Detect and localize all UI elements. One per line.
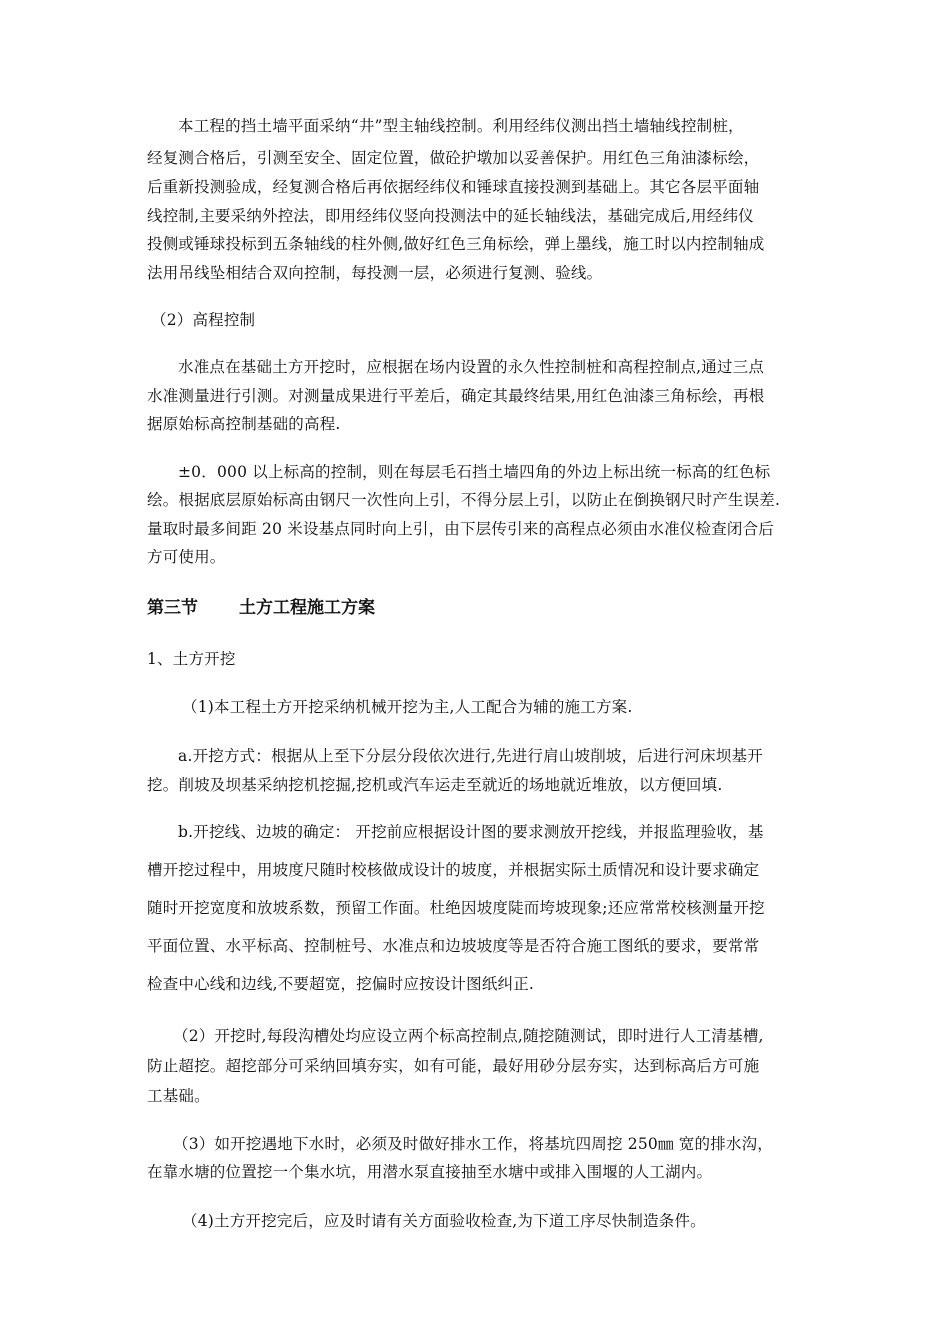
subheading: 1、土方开挖 xyxy=(147,650,236,668)
text-line: 后重新投测验成，经复测合格后再依据经纬仪和锤球直接投测到基础上。其它各层平面轴 xyxy=(147,178,760,196)
section-title: 土方工程施工方案 xyxy=(239,598,375,618)
text-line: 平面位置、水平标高、控制桩号、水准点和边坡坡度等是否符合施工图纸的要求，要常常 xyxy=(147,937,760,955)
text-line: 水准点在基础土方开挖时，应根据在场内设置的永久性控制桩和高程控制点,通过三点 xyxy=(178,358,765,376)
text-line: 方可使用。 xyxy=(147,548,226,566)
text-line: 本工程的挡土墙平面采纳“井”型主轴线控制。利用经纬仪测出挡土墙轴线控制桩， xyxy=(178,117,744,135)
text-line: 线控制,主要采纳外控法，即用经纬仪竖向投测法中的延长轴线法，基础完成后,用经纬仪 xyxy=(147,207,754,225)
text-line: （3）如开挖遇地下水时，必须及时做好排水工作，将基坑四周挖 250㎜ 宽的排水沟， xyxy=(173,1135,774,1153)
text-line: b.开挖线、边坡的确定： 开挖前应根据设计图的要求测放开挖线，并报监理验收，基 xyxy=(178,823,764,841)
text-line: 在靠水塘的位置挖一个集水坑，用潜水泵直接抽至水塘中或排入围堰的人工湖内。 xyxy=(147,1163,713,1181)
text-line: （2）开挖时,每段沟槽处均应设立两个标高控制点,随挖随测试，即时进行人工清基槽, xyxy=(173,1027,764,1045)
subheading: （2）高程控制 xyxy=(151,311,256,329)
text-line: 检查中心线和边线,不要超宽，挖偏时应按设计图纸纠正. xyxy=(147,975,535,993)
text-line: （4)土方开挖完后，应及时请有关方面验收检查,为下道工序尽快制造条件。 xyxy=(182,1212,706,1230)
text-line: a.开挖方式：根据从上至下分层分段依次进行,先进行肩山坡削坡，后进行河床坝基开 xyxy=(178,747,763,765)
text-line: ±0．000 以上标高的控制，则在每层毛石挡土墙四角的外边上标出统一标高的红色标 xyxy=(178,463,771,481)
text-line: 据原始标高控制基础的高程. xyxy=(147,415,341,433)
text-line: 防止超挖。超挖部分可采纳回填夯实，如有可能，最好用砂分层夯实，达到标高后方可施 xyxy=(147,1057,760,1075)
text-line: 绘。根据底层原始标高由钢尺一次性向上引，不得分层上引，以防止在倒换钢尺时产生误差. xyxy=(147,491,781,509)
text-line: 量取时最多间距 20 米设基点同时向上引，由下层传引来的高程点必须由水准仪检查闭合后 xyxy=(147,520,774,538)
text-line: 投侧或锤球投标到五条轴线的柱外侧,做好红色三角标绘，弹上墨线，施工时以内控制轴成 xyxy=(147,235,765,253)
text-line: （1)本工程土方开挖采纳机械开挖为主,人工配合为辅的施工方案. xyxy=(182,698,633,716)
section-number: 第三节 xyxy=(147,598,198,618)
text-line: 工基础。 xyxy=(147,1087,210,1105)
text-line: 法用吊线坠相结合双向控制，每投测一层，必须进行复测、验线。 xyxy=(147,264,603,282)
text-line: 挖。削坡及坝基采纳挖机挖掘,挖机或汽车运走至就近的场地就近堆放，以方便回填. xyxy=(147,776,723,794)
text-line: 水准测量进行引测。对测量成果进行平差后，确定其最终结果,用红色油漆三角标绘，再根 xyxy=(147,387,765,405)
section-heading xyxy=(147,597,375,619)
text-line: 经复测合格后，引测至安全、固定位置，做砼护墩加以妥善保护。用红色三角油漆标绘， xyxy=(147,149,760,167)
text-line: 槽开挖过程中，用坡度尺随时校核做成设计的坡度，并根据实际土质情况和设计要求确定 xyxy=(147,861,760,879)
text-line: 随时开挖宽度和放坡系数，预留工作面。杜绝因坡度陡而垮坡现象;还应常常校核测量开挖 xyxy=(147,899,765,917)
